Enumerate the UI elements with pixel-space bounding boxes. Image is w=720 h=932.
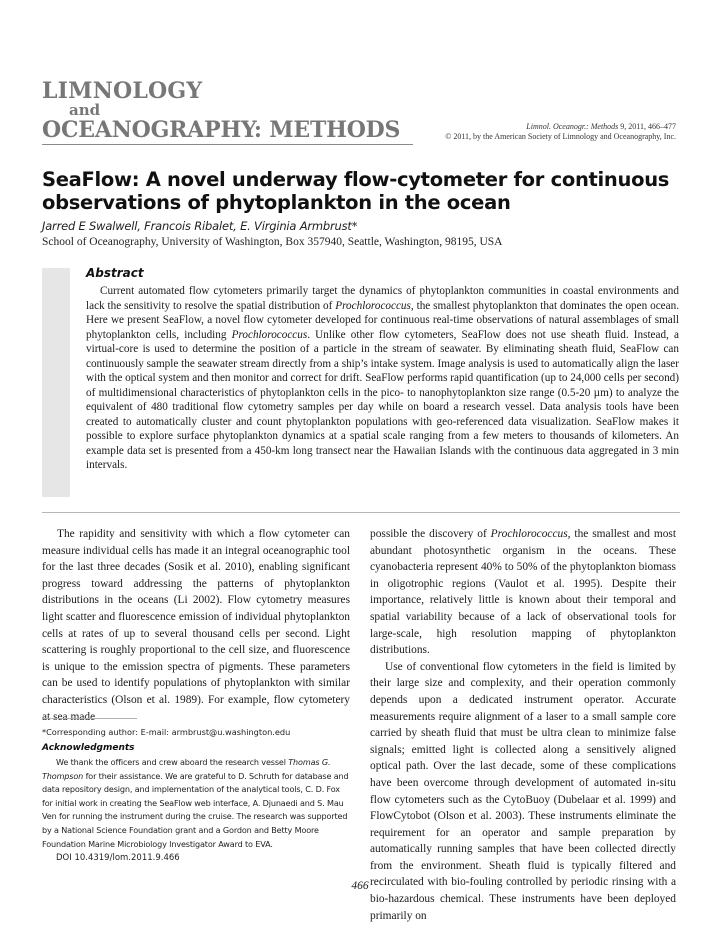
page-number: 466 (351, 880, 369, 892)
corresponding-author-note: *Corresponding author: E-mail: armbrust@u.washington.edu (42, 727, 291, 737)
abstract-divider (42, 512, 680, 513)
body-column-right (370, 526, 676, 924)
affiliation: School of Oceanography, University of Washington, Box 357940, Seattle, Washington, 98195, USA (42, 236, 503, 248)
abstract-italic-term: Prochlorococcus (335, 299, 411, 312)
citation-line (445, 122, 676, 132)
volume-info: 9, 2011, 466–477 (618, 122, 676, 131)
journal-name-line3: OCEANOGRAPHY: METHODS (42, 117, 401, 143)
acknowledgments-paragraph (42, 756, 350, 851)
citation-block (445, 122, 676, 142)
author-list: Jarred E Swalwell, Francois Ribalet, E. Virginia Armbrust* (42, 219, 358, 233)
masthead-divider (42, 144, 413, 145)
abstract-segment: , the smallest phytoplankton that dominates the open ocean. Here we present SeaFlow, a novel flow cytometer developed for continuous real-time observations of natural assemblages of small phytoplankton cells, including (86, 299, 679, 341)
abstract-segment: Current automated flow cytometers primarily target the dynamics of phytoplankton communities in coastal environments and lack the sensitivity to resolve the spatial distribution of (86, 285, 679, 312)
abstract-italic-term: Prochlorococcus (231, 328, 308, 341)
italic-term: Prochlorococcus (490, 528, 568, 540)
journal-abbrev: Limnol. Oceanogr.: Methods (526, 122, 619, 131)
text-segment: possible the discovery of (370, 528, 491, 540)
abstract-sidebar-bar (42, 268, 70, 497)
text-segment: , the smallest and most abundant photosynthetic organism in the oceans. These cyanobacteria represent 40% to 50% of the phytoplankton biomass in oligotrophic regions (Vaulot et al. 1995). Despite their importance, relatively little is known about their temporal and spatial variability because of a lack of observational tools for large-scale, high resolution mapping of phytoplankton distributions. (370, 528, 676, 657)
journal-masthead (42, 80, 400, 141)
body-paragraph (370, 526, 676, 659)
text-segment: for their assistance. We are grateful to D. Schruth for database and data repository design, and implementation of the analytical tools, C. D. Fox for initial work in creating the SeaFlow web interface, A. Djunaedi and S. Mau Ven for running the instrument during the cruise. The research was supported by a National Science Foundation grant and a Gordon and Betty Moore Foundation Marine Microbiology Investigator Award to EVA. (42, 770, 349, 849)
vessel-name: Thomas G. Thompson (42, 757, 331, 781)
abstract-text (86, 284, 679, 473)
abstract-heading: Abstract (86, 266, 144, 280)
copyright-line: © 2011, by the American Society of Limnology and Oceanography, Inc. (445, 132, 676, 141)
text-segment: We thank the officers and crew aboard the research vessel (56, 757, 289, 767)
acknowledgments-text (42, 756, 350, 851)
article-title: SeaFlow: A novel underway flow-cytometer for continuous observations of phytoplankton in the ocean (42, 168, 670, 214)
body-paragraph: Use of conventional flow cytometers in the field is limited by their large size and complexity, and their operation commonly depends upon a dedicated instrument operator. Accurate measurements require alignment of a laser to a small sample core carried by sheath fluid that must be ultra clean to minimize false signals; emitted light is collected along a sensitively aligned optical path. Over the last decade, some of these complications have been overcome through development of automated in-situ flow cytometers such as the CytoBuoy (Dubelaar et al. 1999) and FlowCytobot (Olson et al. 2003). These instruments eliminate the requirement for an operator and sample preparation by automatically running samples that have been collected directly from the environment. Sheath fluid is typically filtered and recirculated with bio-fouling controlled by periodic rinsing with a bio-hazardous chemical. These instruments have been deployed primarily on (370, 660, 676, 922)
doi-line: DOI 10.4319/lom.2011.9.466 (56, 853, 180, 863)
journal-name-line1: LIMNOLOGY (42, 78, 203, 104)
body-paragraph: The rapidity and sensitivity with which a flow cytometer can measure individual cells has made it an integral oceanographic tool for the last three decades (Sosik et al. 2010), enabling significant progress toward addressing the patterns of phytoplankton distributions in the oceans (Li 2002). Flow cytometry measures light scatter and fluorescence emission of individual phytoplankton cells at rates of up to several thousand cells per second. Light scattering is roughly proportional to the cell size, and fluorescence is unique to the emission spectra of pigments. These parameters can be used to identify populations of phytoplankton with similar characteristics (Olson et al. 1989). For example, flow cytometery at sea made (42, 528, 350, 723)
body-column-left (42, 526, 350, 725)
acknowledgments-heading: Acknowledgments (42, 743, 135, 753)
journal-name-line2: and (69, 101, 101, 119)
abstract-segment: . Unlike other flow cytometers, SeaFlow does not use sheath fluid. Instead, a virtual-core is used to determine the position of a particle in the stream of seawater. By eliminating sheath fluid, SeaFlow can continuously sample the seawater stream directly from a ship’s intake system. Image analysis is used to automatically align the laser with the optical system and then monitor and correct for drift. SeaFlow performs rapid quantification (up to 24,000 cells per second) of multidimensional characteristics of phytoplankton cells in the pico- to nanophytoplankton size range (0.5-20 µm) to analyze the equivalent of 480 traditional flow cytometry samples per day while on board a research vessel. Data analysis tools have been created to automatically cluster and count phytoplankton populations with geo-referenced data visualization. SeaFlow makes it possible to explore surface phytoplankton dynamics at a spatial scale ranging from a few meters to thousands of kilometers. An example data set is presented from a 450-km long transect near the Hawaiian Islands with the continuous data aggregated in 3 min intervals. (86, 328, 679, 471)
footnote-divider (42, 718, 137, 719)
